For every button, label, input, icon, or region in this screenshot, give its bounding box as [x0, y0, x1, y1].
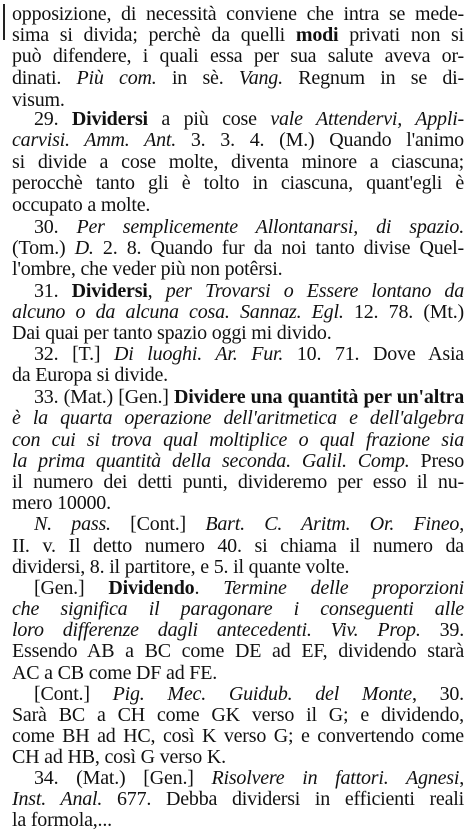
- text-run: ,: [459, 513, 464, 535]
- text-run: 12. 78. (Mt.): [343, 301, 464, 323]
- italic-text: Più com.: [76, 67, 157, 89]
- italic-text: Di luoghi. Ar. Fur.: [114, 343, 284, 365]
- text-line: [12, 639, 464, 663]
- text-run: la formola,...: [12, 809, 112, 831]
- text-run: 677. Debba dividersi in efficienti reali: [102, 788, 464, 810]
- italic-text: con cui si trova qual moltiplice o qual frazione sia: [12, 429, 464, 451]
- italic-text: Per semplicemente Allontanarsi, di spazio.: [76, 216, 464, 238]
- text-run: si divide a cose molte, diventa minore a ciascuna;: [12, 151, 464, 173]
- text-run: da Europa si divide.: [12, 364, 168, 386]
- text-run: dividersi, 8. il partitore, e 5. il quante volte.: [12, 556, 350, 578]
- text-run: dinati.: [12, 67, 77, 89]
- text-line: [12, 808, 464, 832]
- headword: Dividendo: [108, 577, 195, 599]
- headword: Dividersi: [71, 108, 148, 130]
- text-run: 2. 8. Quando fur da noi tanto divise Quel-: [93, 237, 464, 259]
- text-run: il numero dei detti punti, divideremo per esso il nu-: [12, 471, 464, 493]
- text-line: [12, 66, 464, 90]
- italic-text: N. pass.: [34, 513, 111, 535]
- text-run: 39.: [420, 619, 464, 641]
- text-run: l'ombre, che veder più non potêrsi.: [12, 258, 283, 280]
- italic-text: che significa il paragonare i conseguenti alle: [12, 598, 464, 620]
- text-run: in sè.: [156, 67, 239, 89]
- text-run: 33. (Mat.) [Gen.]: [34, 386, 175, 408]
- text-run: può difendere, i quali essa per sua salute aveva or-: [12, 45, 464, 67]
- text-run: Preso: [409, 450, 464, 472]
- text-run: .: [194, 577, 224, 599]
- text-run: perocchè tanto gli è tolto in ciascuna, quant'egli è: [12, 172, 464, 194]
- text-run: sima si divida; perchè da quelli: [12, 24, 296, 46]
- italic-text: Bart. C. Aritm. Or. Fineo: [205, 513, 460, 535]
- text-line: [12, 363, 464, 387]
- text-line: [12, 128, 464, 152]
- italic-text: D.: [74, 237, 94, 259]
- text-run: [Gen.]: [34, 577, 109, 599]
- italic-text: è la quarta operazione dell'aritmetica e dell'algebra: [12, 407, 464, 429]
- text-run: 32. [T.]: [34, 343, 115, 365]
- text-run: II. v. Il detto numero 40. si chiama il numero da: [12, 535, 464, 557]
- text-run: come BH ad HC, così K verso G; e convertendo come: [12, 725, 464, 747]
- text-run: Sarà BC a CH come GK verso il G; e dividendo,: [12, 704, 464, 726]
- text-run: (Tom.): [12, 237, 75, 259]
- italic-text: Vang.: [238, 67, 283, 89]
- text-run: [Cont.]: [110, 513, 206, 535]
- text-run: ,: [459, 767, 464, 789]
- text-line: [12, 171, 464, 195]
- text-run: Essendo AB a BC come DE ad EF, dividendo starà: [12, 640, 464, 662]
- text-run: 10. 71. Dove Asia: [283, 343, 464, 365]
- italic-text: Pig. Mec. Guidub. del Monte: [112, 683, 412, 705]
- text-line: [34, 512, 464, 536]
- italic-text: Risolvere in fattori. Agnesi: [211, 767, 460, 789]
- text-run: mero 10000.: [12, 492, 111, 514]
- text-line: [12, 257, 464, 281]
- text-run: opposizione, di necessità conviene che intra se mede-: [12, 3, 464, 25]
- headword: Dividersi: [71, 280, 148, 302]
- text-run: AC a CB come DF ad FE.: [12, 662, 218, 684]
- italic-text: Inst. Anal.: [12, 788, 103, 810]
- text-run: 31.: [34, 280, 72, 302]
- text-run: 29.: [34, 108, 72, 130]
- italic-text: la prima quantità della seconda. Galil. Comp.: [12, 450, 410, 472]
- text-run: 3. 3. 4. (M.) Quando l'animo: [176, 129, 464, 151]
- text-run: [Cont.]: [34, 683, 113, 705]
- italic-text: vale Attendervi, Appli-: [270, 108, 464, 130]
- italic-text: alcuno o da alcuna cosa. Sannaz. Egl.: [12, 301, 344, 323]
- text-run: 30.: [34, 216, 77, 238]
- text-run: privati non si: [338, 24, 464, 46]
- text-run: occupato a molte.: [12, 194, 151, 216]
- italic-text: loro differenze dagli antecedenti. Viv. Prop.: [12, 619, 421, 641]
- margin-bar: [3, 4, 5, 40]
- text-run: a più cose: [147, 108, 271, 130]
- text-run: CH ad HB, così G verso K.: [12, 746, 226, 768]
- text-run: 34. (Mat.) [Gen.]: [34, 767, 212, 789]
- text-run: Regnum in se di-: [282, 67, 464, 89]
- italic-text: Termine delle proporzioni: [223, 577, 464, 599]
- headword: Dividere una quantità per un'altra: [174, 386, 464, 408]
- text-line: [12, 44, 464, 68]
- headword: modi: [295, 24, 339, 46]
- text-line: [12, 406, 464, 430]
- text-run: visum.: [12, 89, 65, 111]
- text-run: , 30.: [411, 683, 464, 705]
- text-run: Dai quai per tanto spazio oggi mi divido.: [12, 322, 332, 344]
- text-run: ,: [147, 280, 166, 302]
- italic-text: per Trovarsi o Essere lontano da: [165, 280, 464, 302]
- italic-text: carvisi. Amm. Ant.: [12, 129, 177, 151]
- text-line: [12, 193, 464, 217]
